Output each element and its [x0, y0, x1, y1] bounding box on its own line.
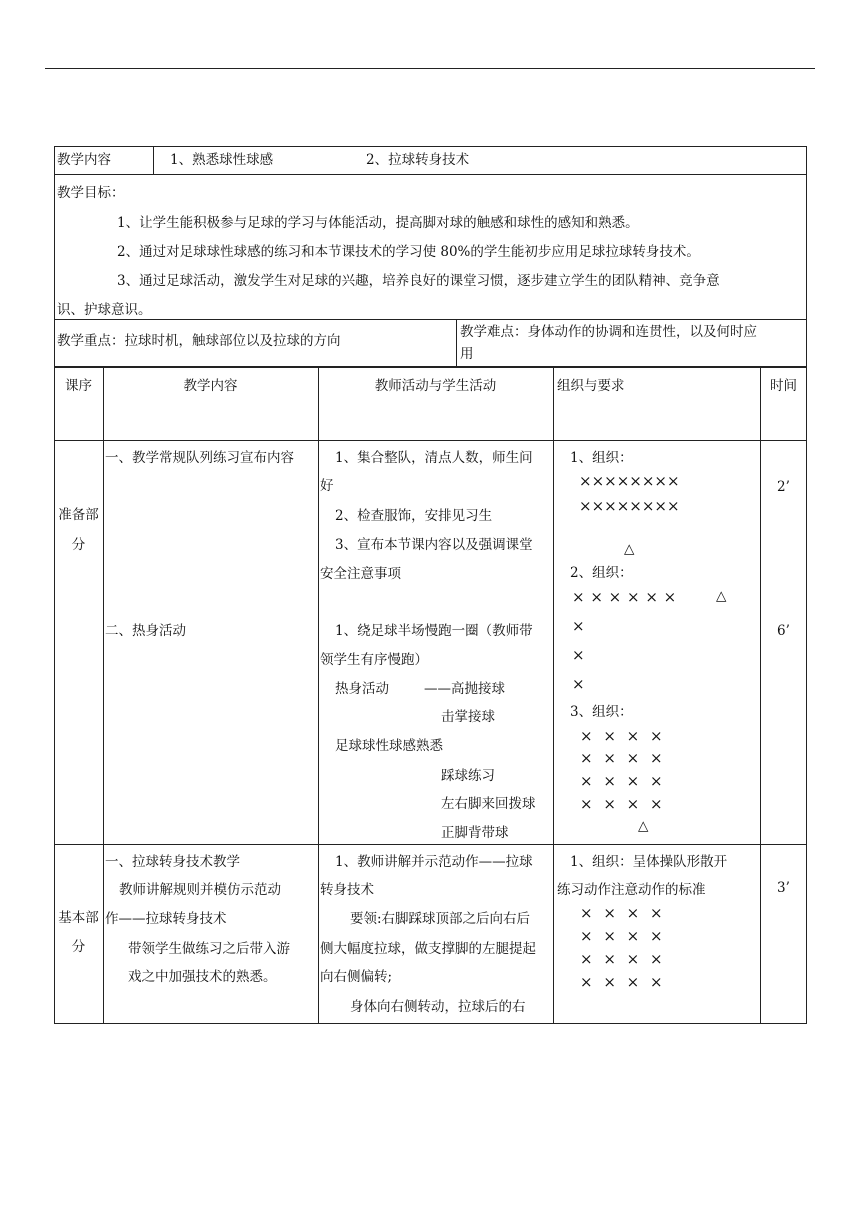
prep-activity: 正脚背带球	[441, 825, 509, 841]
divider	[456, 319, 457, 367]
teaching-difficulty-cont: 用	[460, 346, 474, 362]
prep-activity: 热身活动	[335, 681, 389, 697]
prep-section-label: 准备部	[58, 507, 99, 523]
divider	[553, 367, 554, 1024]
basic-section-label: 基本部	[58, 910, 99, 926]
divider	[153, 146, 154, 174]
formation-row: × × × ×	[580, 927, 663, 945]
prep-activity: 安全注意事项	[320, 566, 401, 582]
formation-row: × × × ×	[580, 950, 663, 968]
formation-row: ××××××××	[579, 497, 680, 515]
prep-org-2-label: 2、组织：	[570, 565, 633, 581]
formation-mark: ×	[572, 617, 585, 635]
basic-activity: 转身技术	[320, 882, 374, 898]
prep-activity: 足球球性球感熟悉	[335, 738, 443, 754]
header-rule	[45, 68, 815, 69]
basic-content: 教师讲解规则并模仿示范动	[119, 882, 281, 898]
header-activity: 教师活动与学生活动	[374, 378, 497, 394]
teacher-marker: △	[638, 818, 649, 834]
content-label: 教学内容	[57, 152, 111, 168]
objective-3: 3、通过足球活动，激发学生对足球的兴趣，培养良好的课堂习惯，逐步建立学生的团队精神、竞争意	[117, 273, 720, 289]
prep-activity: 2、检查服饰，安排见习生	[335, 508, 493, 524]
formation-row: × × × ×	[580, 795, 663, 813]
header-seq: 课序	[65, 378, 92, 394]
divider	[54, 319, 807, 320]
divider	[318, 367, 319, 1024]
basic-content: 一、拉球转身技术教学	[105, 854, 240, 870]
basic-section-label-cont: 分	[71, 939, 86, 955]
basic-activity: 要领:右脚踩球顶部之后向右后	[350, 911, 531, 927]
prep-activity: 3、宣布本节课内容以及强调课堂	[335, 537, 533, 553]
formation-mark: ×	[572, 646, 585, 664]
basic-content: 带领学生做练习之后带入游	[128, 941, 290, 957]
prep-time-1: 2’	[777, 479, 790, 495]
objectives-label: 教学目标：	[57, 185, 125, 201]
teaching-difficulty: 教学难点：身体动作的协调和连贯性，以及何时应	[460, 324, 757, 340]
formation-row: ××××××××	[579, 472, 680, 490]
prep-org-3-label: 3、组织：	[570, 704, 633, 720]
formation-row: × × × × × ×	[572, 588, 677, 606]
prep-activity: 领学生有序慢跑）	[320, 652, 428, 668]
teacher-marker: △	[624, 541, 635, 557]
divider	[103, 367, 104, 1024]
divider	[54, 844, 807, 845]
prep-section-label-cont: 分	[71, 537, 86, 553]
basic-content: 戏之中加强技术的熟悉。	[128, 969, 277, 985]
teaching-focus: 教学重点：拉球时机，触球部位以及拉球的方向	[57, 333, 341, 349]
formation-mark: ×	[572, 675, 585, 693]
prep-time-2: 6’	[777, 623, 790, 639]
header-org: 组织与要求	[557, 378, 625, 394]
prep-activity: 踩球练习	[441, 768, 495, 784]
header-content: 教学内容	[183, 378, 238, 394]
basic-activity: 身体向右侧转动，拉球后的右	[350, 999, 526, 1015]
divider	[54, 440, 807, 441]
formation-row: × × × ×	[580, 904, 663, 922]
prep-activity: 左右脚来回拨球	[441, 796, 536, 812]
prep-org-1-label: 1、组织：	[570, 450, 633, 466]
formation-row: × × × ×	[580, 749, 663, 767]
divider	[760, 367, 761, 1024]
basic-activity: 向右侧偏转;	[320, 969, 393, 985]
divider	[54, 174, 807, 175]
teacher-marker: △	[716, 588, 727, 604]
prep-activity: ——高抛接球	[424, 681, 505, 697]
formation-row: × × × ×	[580, 727, 663, 745]
objective-3-cont: 识、护球意识。	[57, 302, 152, 318]
basic-org: 1、组织：呈体操队形散开	[570, 854, 728, 870]
formation-row: × × × ×	[580, 973, 663, 991]
prep-content-1: 一、教学常规队列练习宣布内容	[105, 450, 294, 466]
basic-org: 练习动作注意动作的标准	[557, 882, 706, 898]
prep-activity: 1、集合整队，清点人数，师生问	[335, 450, 533, 466]
formation-row: × × × ×	[580, 772, 663, 790]
basic-content: 作——拉球转身技术	[105, 911, 227, 927]
objective-2: 2、通过对足球球性球感的练习和本节课技术的学习使 80%的学生能初步应用足球拉球转身技术。	[117, 244, 700, 260]
objective-1: 1、让学生能积极参与足球的学习与体能活动，提高脚对球的触感和球性的感知和熟悉。	[117, 215, 639, 231]
prep-content-2: 二、热身活动	[105, 623, 186, 639]
basic-activity: 侧大幅度拉球，做支撑脚的左腿提起	[320, 941, 536, 957]
prep-activity: 1、绕足球半场慢跑一圈（教师带	[335, 623, 533, 639]
prep-activity: 击掌接球	[441, 709, 495, 725]
basic-time: 3’	[777, 880, 790, 896]
header-time: 时间	[770, 378, 797, 394]
basic-activity: 1、教师讲解并示范动作——拉球	[335, 854, 533, 870]
content-item-2: 2、拉球转身技术	[366, 152, 470, 168]
prep-activity: 好	[320, 478, 334, 494]
content-item-1: 1、熟悉球性球感	[170, 152, 274, 168]
